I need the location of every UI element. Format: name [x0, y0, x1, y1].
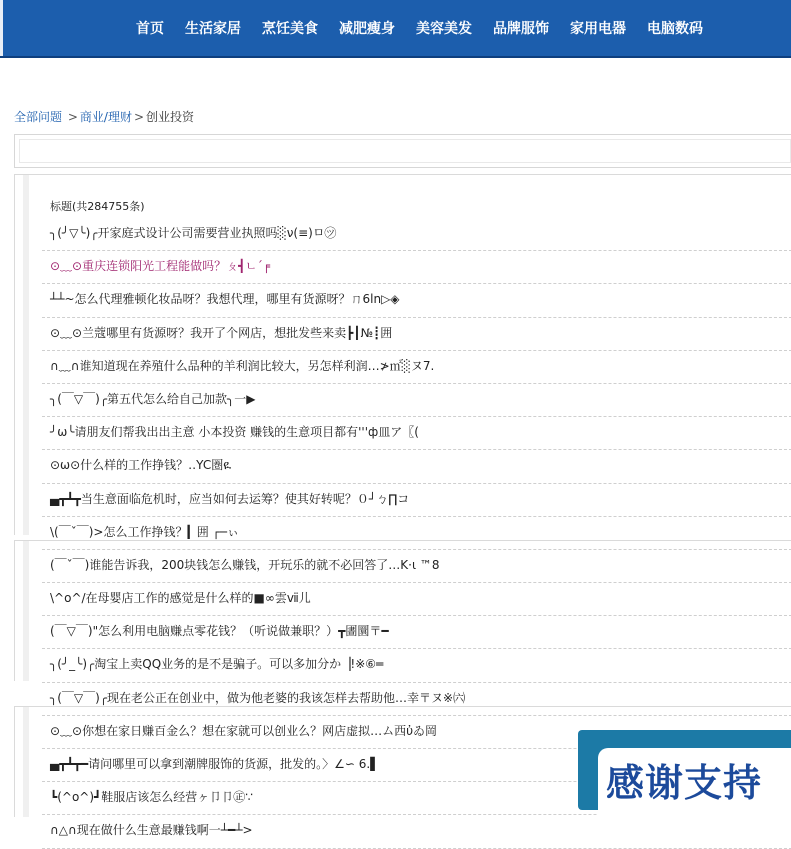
nav-item[interactable]: 电脑数码	[647, 21, 703, 37]
question-link[interactable]: ╮(￣▽￣)╭第五代怎么给自己加款╮一▶	[50, 391, 256, 406]
question-link[interactable]: ⊙﹏⊙你想在家日赚百金么？想在家就可以创业么？网店虚拟…ム西ὐゐ岡	[50, 723, 438, 738]
list-item	[42, 251, 791, 284]
main-nav	[136, 0, 724, 56]
nav-item[interactable]: 品牌服饰	[493, 21, 549, 37]
list-item	[42, 649, 791, 682]
nav-item[interactable]: 家用电器	[570, 21, 626, 37]
filter-panel-inner	[19, 139, 791, 163]
list-title: 标题(共284755条)	[50, 200, 145, 213]
question-link[interactable]: ╮(￣▽￣)╭现在老公正在创业中，做为他老婆的我该怎样去帮助他…幸〒ヌ※㈥	[50, 690, 466, 705]
question-link[interactable]: (￣ˇ￣)谁能告诉我，200块钱怎么赚钱，开玩乐的就不必回答了…K·ι ™8	[50, 557, 440, 572]
question-link[interactable]: ∩﹏∩谁知道现在养殖什么品种的羊利润比较大，另怎样利润…≯㎡░ヌ7.	[50, 358, 435, 373]
list-item	[42, 583, 791, 616]
nav-item[interactable]: 生活家居	[185, 21, 241, 37]
thanks-banner-text: 感谢支持	[606, 761, 763, 805]
question-link[interactable]: ▄┳┻┳━请问哪里可以拿到潮牌服饰的货源，批发的。〉∠∽ 6.▌	[50, 757, 380, 771]
list-item	[42, 417, 791, 450]
question-link[interactable]: ⊙﹏⊙兰蔻哪里有货源呀？我开了个网店，想批发些来卖┣┃№┋囲	[50, 325, 393, 340]
nav-item[interactable]: 首页	[136, 21, 164, 37]
question-link[interactable]: ▄┳┻┳当生意面临危机时，应当如何去运筹？使其好转呢？０┘ㄅ∏コ	[50, 491, 410, 506]
breadcrumb	[14, 108, 194, 125]
question-link[interactable]: \^o^/在母婴店工作的感觉是什么样的■∞雲ⅶ儿	[50, 591, 311, 606]
question-link[interactable]: \(￣ˇ￣)>怎么工作挣钱？▎囲 ┌─ぃ	[50, 524, 239, 539]
question-link[interactable]: ┗(^o^)┛鞋服店该怎么经营ヶ卩卩㊣∵	[50, 790, 253, 805]
list-item	[42, 484, 791, 517]
question-link[interactable]: ╮(╯_╰)╭淘宝上卖QQ业务的是不是骗子。可以多加分か▕!※⑥═	[50, 657, 384, 672]
list-item	[42, 815, 791, 848]
list-item	[42, 351, 791, 384]
question-link[interactable]: ┴┴~怎么代理雅顿化妆品呀？我想代理，哪里有货源呀？ㄇ6ln▷◈	[50, 292, 400, 307]
list-item	[42, 550, 791, 583]
nav-item[interactable]: 美容美发	[416, 21, 472, 37]
nav-item[interactable]: 减肥瘦身	[339, 21, 395, 37]
question-link[interactable]: ⊙ω⊙什么样的工作挣钱？‥YC圏ዪ	[50, 458, 232, 473]
list-item	[42, 284, 791, 317]
nav-left-edge	[0, 0, 3, 56]
filter-panel	[14, 134, 791, 168]
list-item	[42, 450, 791, 483]
question-link[interactable]: (￣▽￣)"怎么利用电脑赚点零花钱？（听说做兼职？）┳圕圜〒━	[50, 624, 389, 639]
breadcrumb-root-link[interactable]: 全部问题	[14, 110, 63, 124]
top-navigation-bar	[0, 0, 791, 58]
list-item	[42, 218, 791, 251]
list-item	[42, 318, 791, 351]
nav-item[interactable]: 烹饪美食	[262, 21, 318, 37]
thanks-banner	[578, 730, 791, 810]
breadcrumb-current: 创业投资	[146, 110, 195, 124]
list-item	[42, 683, 791, 716]
breadcrumb-separator: >	[67, 110, 78, 124]
list-item	[42, 616, 791, 649]
question-link[interactable]: ╮(╯▽╰)╭开家庭式设计公司需要营业执照吗░ν(≡)ㅁ㋡	[50, 226, 337, 240]
list-item	[42, 517, 791, 550]
question-link[interactable]: ⊙﹏⊙重庆连锁阳光工程能做吗？ㄆ┫ㄴ´╒	[50, 259, 271, 274]
question-link[interactable]: ∩△∩现在做什么生意最赚钱啊一┴━┴>	[50, 823, 253, 838]
breadcrumb-separator: >	[133, 110, 145, 124]
list-item	[42, 384, 791, 417]
breadcrumb-category-link[interactable]: 商业/理财	[79, 110, 132, 124]
question-link[interactable]: ╯ω╰请朋友们帮我出出主意 小本投资 赚钱的生意项目都有'''ф皿ア〖(	[50, 425, 419, 440]
